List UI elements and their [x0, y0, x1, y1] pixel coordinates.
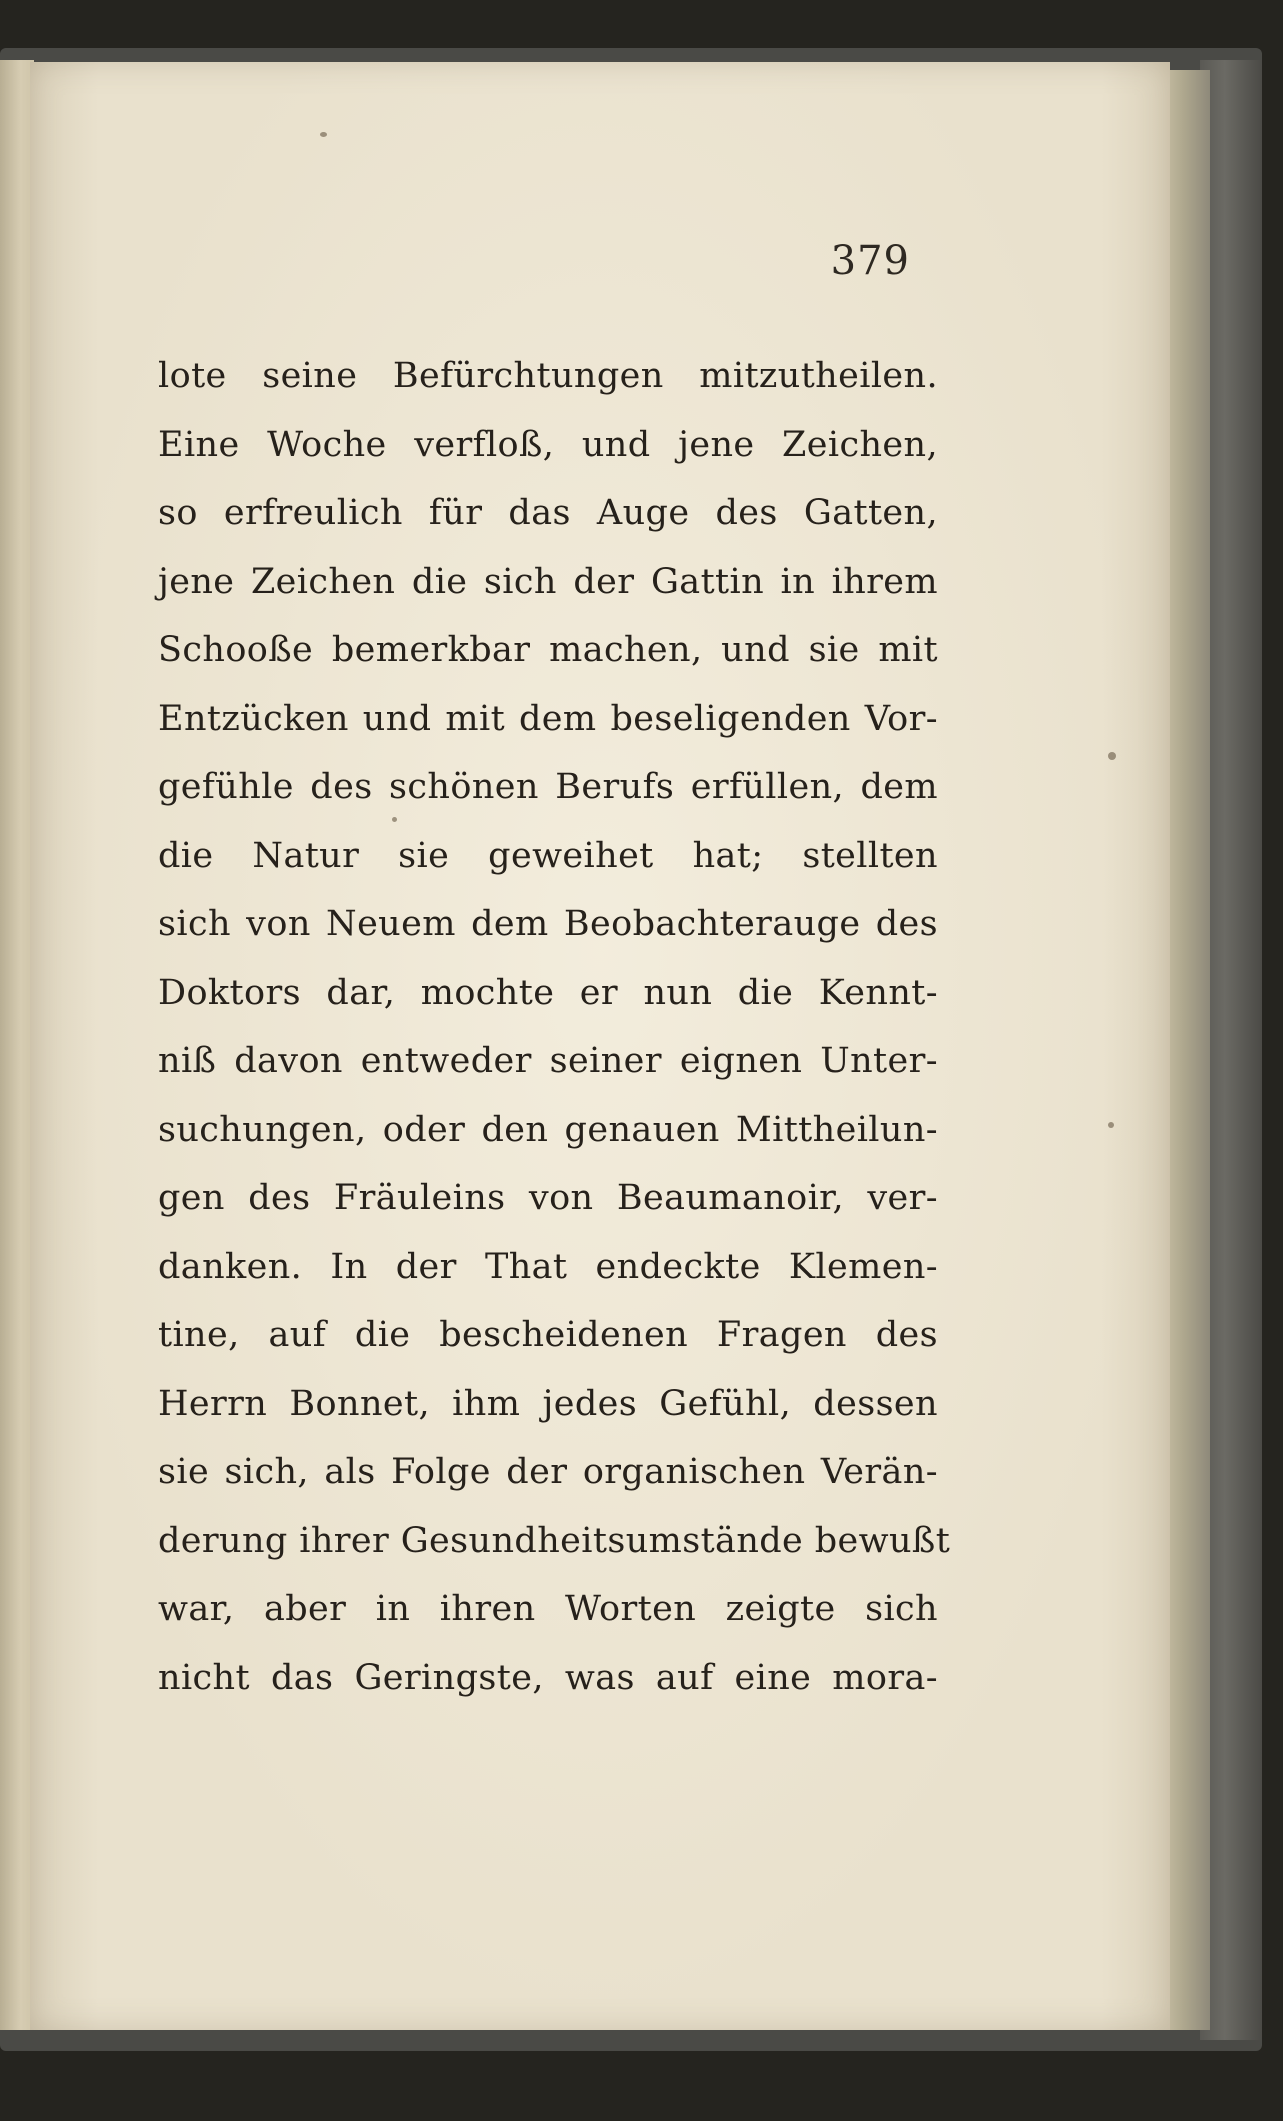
- page-number: 379: [830, 238, 910, 284]
- text-line: suchungen, oder den genauen Mittheilun-: [158, 1109, 938, 1150]
- text-line: jene Zeichen die sich der Gattin in ihrem: [158, 561, 938, 602]
- text-line: sich von Neuem dem Beobachterauge des: [158, 904, 938, 944]
- text-line: nicht das Geringste, was auf eine mora-: [158, 1657, 938, 1698]
- text-line: gefühle des schönen Berufs erfüllen, dem: [158, 767, 938, 807]
- text-line: Herrn Bonnet, ihm jedes Gefühl, dessen: [158, 1383, 938, 1424]
- body-text: [158, 342, 951, 1712]
- text-line: niß davon entweder seiner eignen Unter-: [158, 1041, 938, 1081]
- text-line: Eine Woche verfloß, und jene Zeichen,: [158, 424, 938, 465]
- text-line: war, aber in ihren Worten zeigte sich: [158, 1589, 938, 1629]
- text-line: danken. In der That endeckte Klemen-: [158, 1246, 938, 1287]
- text-line: lote seine Befürchtungen mitzutheilen.: [158, 356, 938, 396]
- page-gutter: [0, 60, 34, 2030]
- text-line: so erfreulich für das Auge des Gatten,: [158, 493, 938, 533]
- text-line: gen des Fräuleins von Beaumanoir, ver-: [158, 1178, 938, 1218]
- text-line: tine, auf die bescheidenen Fragen des: [158, 1315, 938, 1355]
- paper-spot: [1108, 752, 1116, 760]
- paper-spot: [1108, 1122, 1114, 1128]
- text-line: die Natur sie geweihet hat; stellten: [158, 835, 938, 876]
- text-line: sie sich, als Folge der organischen Verän-: [158, 1452, 938, 1492]
- text-line: Doktors dar, mochte er nun die Kennt-: [158, 972, 938, 1013]
- text-line: derung ihrer Gesundheitsumstände bewußt: [158, 1520, 951, 1561]
- text-line: Schooße bemerkbar machen, und sie mit: [158, 630, 938, 670]
- text-line: Entzücken und mit dem beseligenden Vor-: [158, 698, 938, 739]
- paper-spot: [320, 132, 327, 137]
